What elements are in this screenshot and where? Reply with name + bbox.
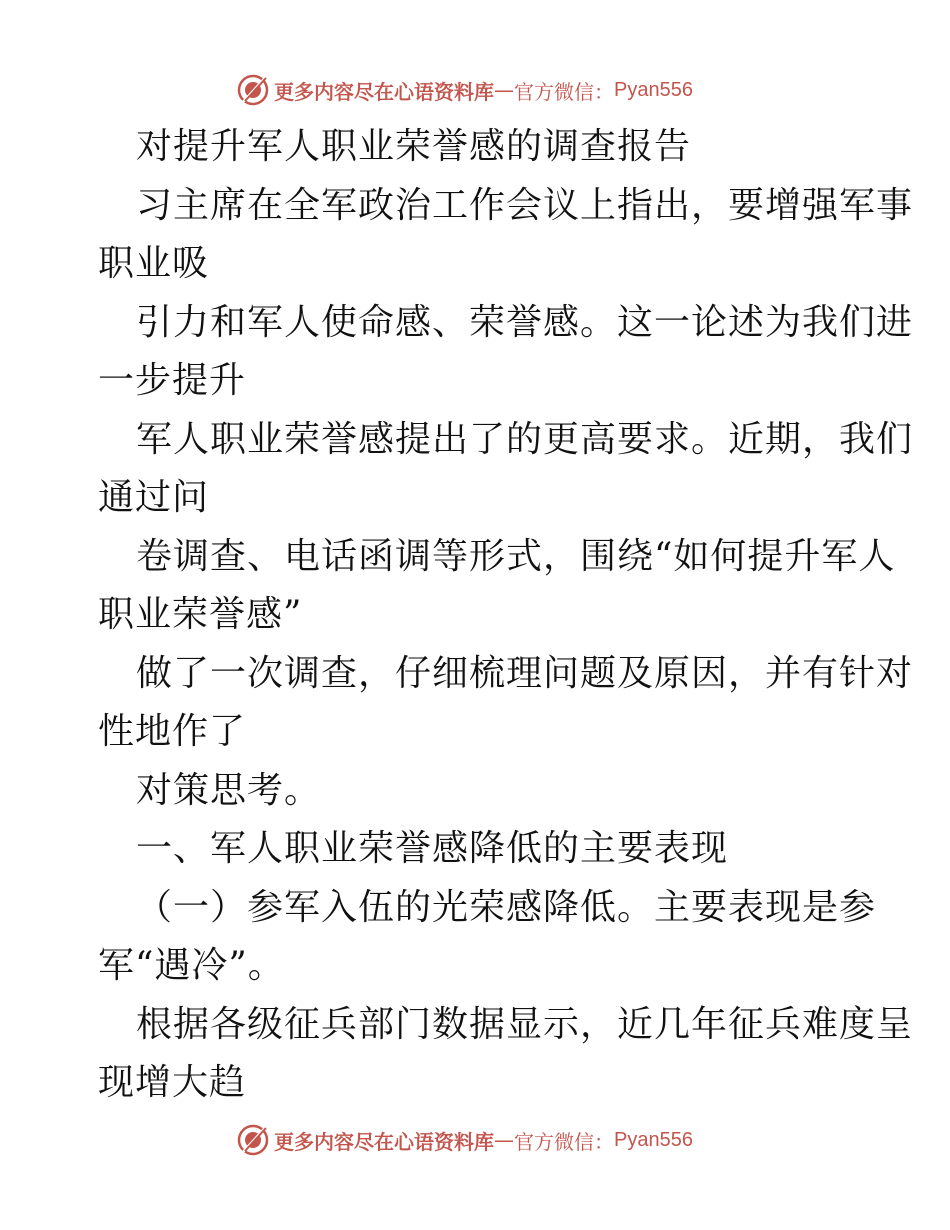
paragraph-line: 通过问 bbox=[98, 477, 210, 518]
paragraph-line: 做了一次调查，仔细梳理问题及原因，并有针对 bbox=[136, 652, 914, 694]
document-body bbox=[98, 118, 914, 1113]
paragraph-line: 一步提升 bbox=[98, 360, 247, 401]
watermark-wechat-label: 官方微信： bbox=[514, 1129, 614, 1154]
subsection-heading: （一）参军入伍的光荣感降低。主要表现是参 bbox=[136, 886, 877, 928]
paragraph-line: 根据各级征兵部门数据显示，近几年征兵难度呈 bbox=[136, 1003, 914, 1045]
watermark-site-text: 更多内容尽在心语资料库 bbox=[274, 79, 494, 104]
paragraph-line: 军人职业荣誉感提出了的更高要求。近期，我们 bbox=[136, 418, 914, 460]
section-heading: 一、军人职业荣誉感降低的主要表现 bbox=[136, 828, 729, 869]
paragraph-line: 引力和军人使命感、荣誉感。这一论述为我们进 bbox=[136, 301, 914, 343]
paragraph-line: 习主席在全军政治工作会议上指出，要增强军事 bbox=[136, 184, 914, 226]
paragraph-line: 对策思考。 bbox=[136, 769, 322, 811]
pen-logo-icon bbox=[236, 1123, 270, 1157]
watermark-site-text: 更多内容尽在心语资料库 bbox=[274, 1129, 494, 1154]
watermark-dash: — bbox=[494, 78, 514, 102]
paragraph-line: 现增大趋 bbox=[98, 1062, 247, 1103]
watermark-footer bbox=[236, 1122, 693, 1158]
pen-logo-icon bbox=[236, 73, 270, 107]
paragraph-line: 职业荣誉感” bbox=[98, 594, 303, 635]
paragraph-line: 性地作了 bbox=[98, 711, 247, 752]
paragraph-line: 卷调查、电话函调等形式，围绕“如何提升军人 bbox=[136, 535, 896, 577]
document-title: 对提升军人职业荣誉感的调查报告 bbox=[136, 126, 692, 167]
watermark-dash: — bbox=[494, 1128, 514, 1152]
watermark-wechat-id: Pyan556 bbox=[614, 78, 693, 101]
paragraph-line: 军“遇冷”。 bbox=[98, 945, 285, 986]
watermark-wechat-label: 官方微信： bbox=[514, 79, 614, 104]
watermark-wechat-id: Pyan556 bbox=[614, 1128, 693, 1151]
paragraph-line: 职业吸 bbox=[98, 243, 210, 284]
watermark-header bbox=[236, 72, 693, 108]
